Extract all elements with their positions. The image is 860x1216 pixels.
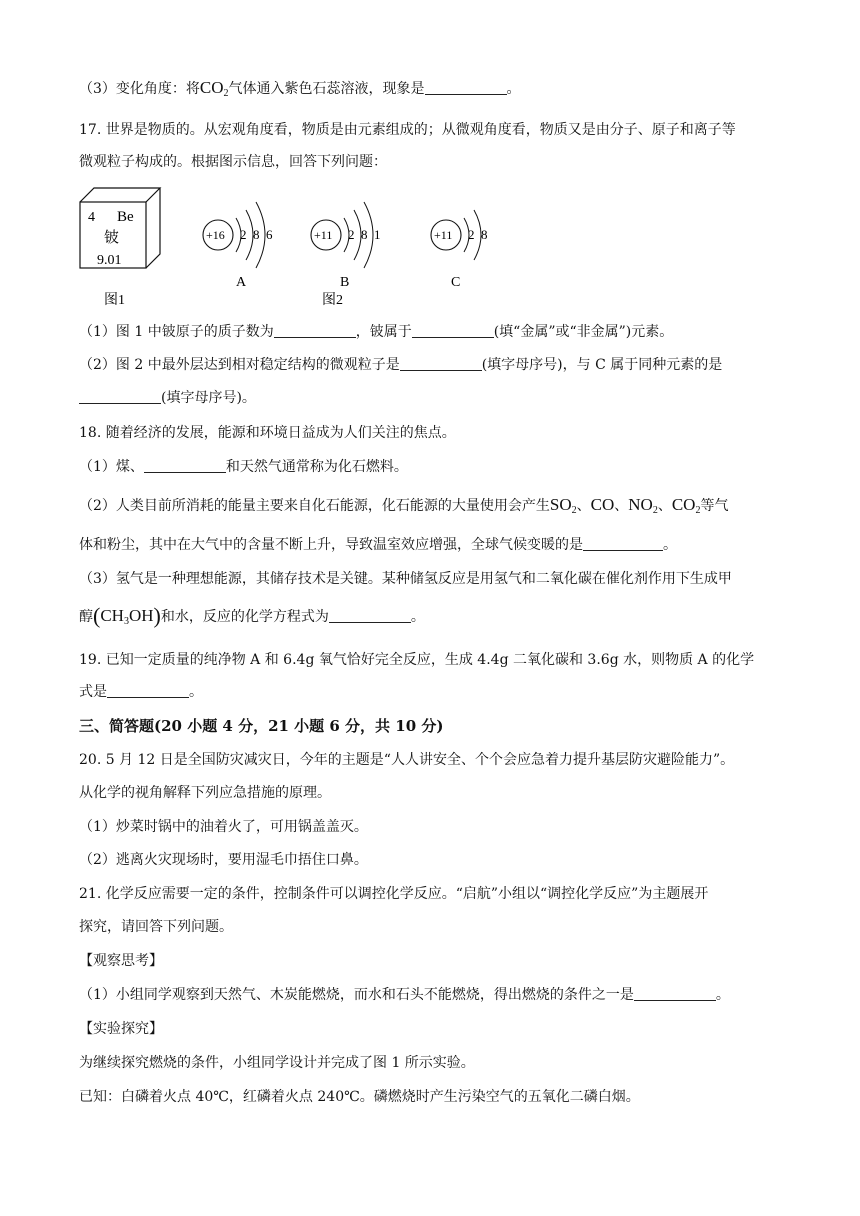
q18-sub1: （1）煤、 和天然气通常称为化石燃料。 (79, 459, 408, 475)
label-b: B (340, 275, 350, 290)
answer-blank[interactable] (583, 536, 663, 551)
q18-sub3: （3）氢气是一种理想能源，其储存技术是关键。某种储氢反应是用氢气和二氧化碳在催化剂作用下生成甲 (79, 571, 732, 587)
q17-line1: 17. 世界是物质的。从宏观角度看，物质是由元素组成的；从微观角度看，物质又是由分子、原子和离子等 (79, 122, 736, 138)
q17-figures (0, 180, 860, 320)
q21-head2: 【实验探究】 (79, 1021, 163, 1037)
shell-b-2: 8 (361, 227, 368, 242)
q16-3-line (79, 78, 521, 99)
answer-blank[interactable] (144, 458, 226, 473)
q21-line4: 已知：白磷着火点 40℃，红磷着火点 240℃。磷燃烧时产生污染空气的五氧化二磷白烟。 (79, 1089, 640, 1105)
atom-structure-b (311, 202, 381, 290)
no2-formula: $NO_2$ (628, 495, 658, 516)
q21-line3: 为继续探究燃烧的条件，小组同学设计并完成了图 1 所示实验。 (79, 1055, 475, 1071)
answer-blank[interactable] (329, 608, 411, 623)
shell-b-1: 2 (348, 227, 355, 242)
element-mass: 9.01 (97, 253, 122, 268)
label-a: A (236, 275, 247, 290)
shell-c-1: 2 (468, 227, 475, 242)
answer-blank[interactable] (79, 389, 161, 404)
co2-formula: $CO_2$ (199, 78, 229, 99)
q18-line1: 18. 随着经济的发展，能源和环境日益成为人们关注的焦点。 (79, 425, 456, 441)
q16-3-end: 。 (506, 81, 521, 97)
answer-blank[interactable] (634, 986, 716, 1001)
fig1-caption: 图1 (104, 293, 125, 308)
answer-blank[interactable] (400, 356, 482, 371)
methanol-formula: $CH_3OH$ (100, 606, 154, 627)
shell-b-3: 1 (374, 227, 381, 242)
nucleus-b: +11 (314, 228, 333, 242)
shell-c-2: 8 (481, 227, 488, 242)
element-number: 4 (88, 210, 95, 225)
answer-blank[interactable] (274, 323, 356, 338)
q20-line1: 20. 5 月 12 日是全国防灾减灾日，今年的主题是“人人讲安全、个个会应急着力提升基层防灾避险能力”。 (79, 752, 735, 768)
q21-line1: 21. 化学反应需要一定的条件，控制条件可以调控化学反应。“启航”小组以“调控化学反应”为主题展开 (79, 886, 709, 902)
answer-blank[interactable] (412, 323, 494, 338)
q18-sub2: （2）人类目前所消耗的能量主要来自化石能源，化石能源的大量使用会产生$SO_2$、CO、$NO_2$、$CO_2$等气 (79, 495, 729, 516)
shell-a-1: 2 (240, 227, 247, 242)
q21-line2: 探究，请回答下列问题。 (79, 919, 233, 935)
q20-sub2: （2）逃离火灾现场时，要用湿毛巾捂住口鼻。 (79, 852, 368, 868)
co-formula: CO (590, 495, 615, 514)
q16-3-text-b: 气体通入紫色石蕊溶液，现象是 (228, 81, 425, 97)
nucleus-a: +16 (206, 228, 225, 242)
q17-sub2: （2）图 2 中最外层达到相对稳定结构的微观粒子是 (填字母序号)，与 C 属于同种元素的是 (79, 357, 723, 373)
q17-sub1: （1）图 1 中铍原子的质子数为 ，铍属于 (填“金属”或“非金属”)元素。 (79, 324, 674, 340)
nucleus-c: +11 (434, 228, 453, 242)
q21-sub1: （1）小组同学观察到天然气、木炭能燃烧，而水和石头不能燃烧，得出燃烧的条件之一是 。 (79, 987, 730, 1003)
atom-structure-a (203, 202, 273, 290)
q17-line2: 微观粒子构成的。根据图示信息，回答下列问题： (79, 154, 387, 170)
fig2-caption: 图2 (322, 293, 343, 308)
co2-formula: $CO_2$ (671, 495, 701, 516)
q20-line2: 从化学的视角解释下列应急措施的原理。 (79, 785, 331, 801)
q18-sub2-cont: 体和粉尘，其中在大气中的含量不断上升，导致温室效应增强，全球气候变暖的是 。 (79, 537, 677, 553)
q17-sub2-cont: (填字母序号)。 (79, 388, 256, 408)
shell-a-3: 6 (266, 227, 273, 242)
q21-head1: 【观察思考】 (79, 953, 163, 969)
label-c: C (451, 275, 461, 290)
shell-a-2: 8 (253, 227, 260, 242)
q20-sub1: （1）炒菜时锅中的油着火了，可用锅盖盖灭。 (79, 819, 368, 835)
element-symbol: Be (117, 209, 134, 225)
q19-line1: 19. 已知一定质量的纯净物 A 和 6.4g 氧气恰好完全反应，生成 4.4g 二氧化碳和 3.6g 水，则物质 A 的化学 (79, 652, 755, 668)
q19-line2: 式是 。 (79, 684, 203, 700)
q16-3-text: （3）变化角度：将 (79, 81, 200, 97)
q18-sub3-cont: 醇$(CH_3OH)$和水，反应的化学方程式为 。 (79, 603, 425, 628)
section-title: 三、简答题(20 小题 4 分，21 小题 6 分，共 10 分) (79, 717, 444, 735)
answer-blank[interactable] (425, 80, 507, 95)
so2-formula: $SO_2$ (549, 495, 577, 516)
answer-blank[interactable] (107, 683, 189, 698)
atom-structure-c (431, 210, 488, 290)
element-name: 铍 (104, 230, 120, 246)
